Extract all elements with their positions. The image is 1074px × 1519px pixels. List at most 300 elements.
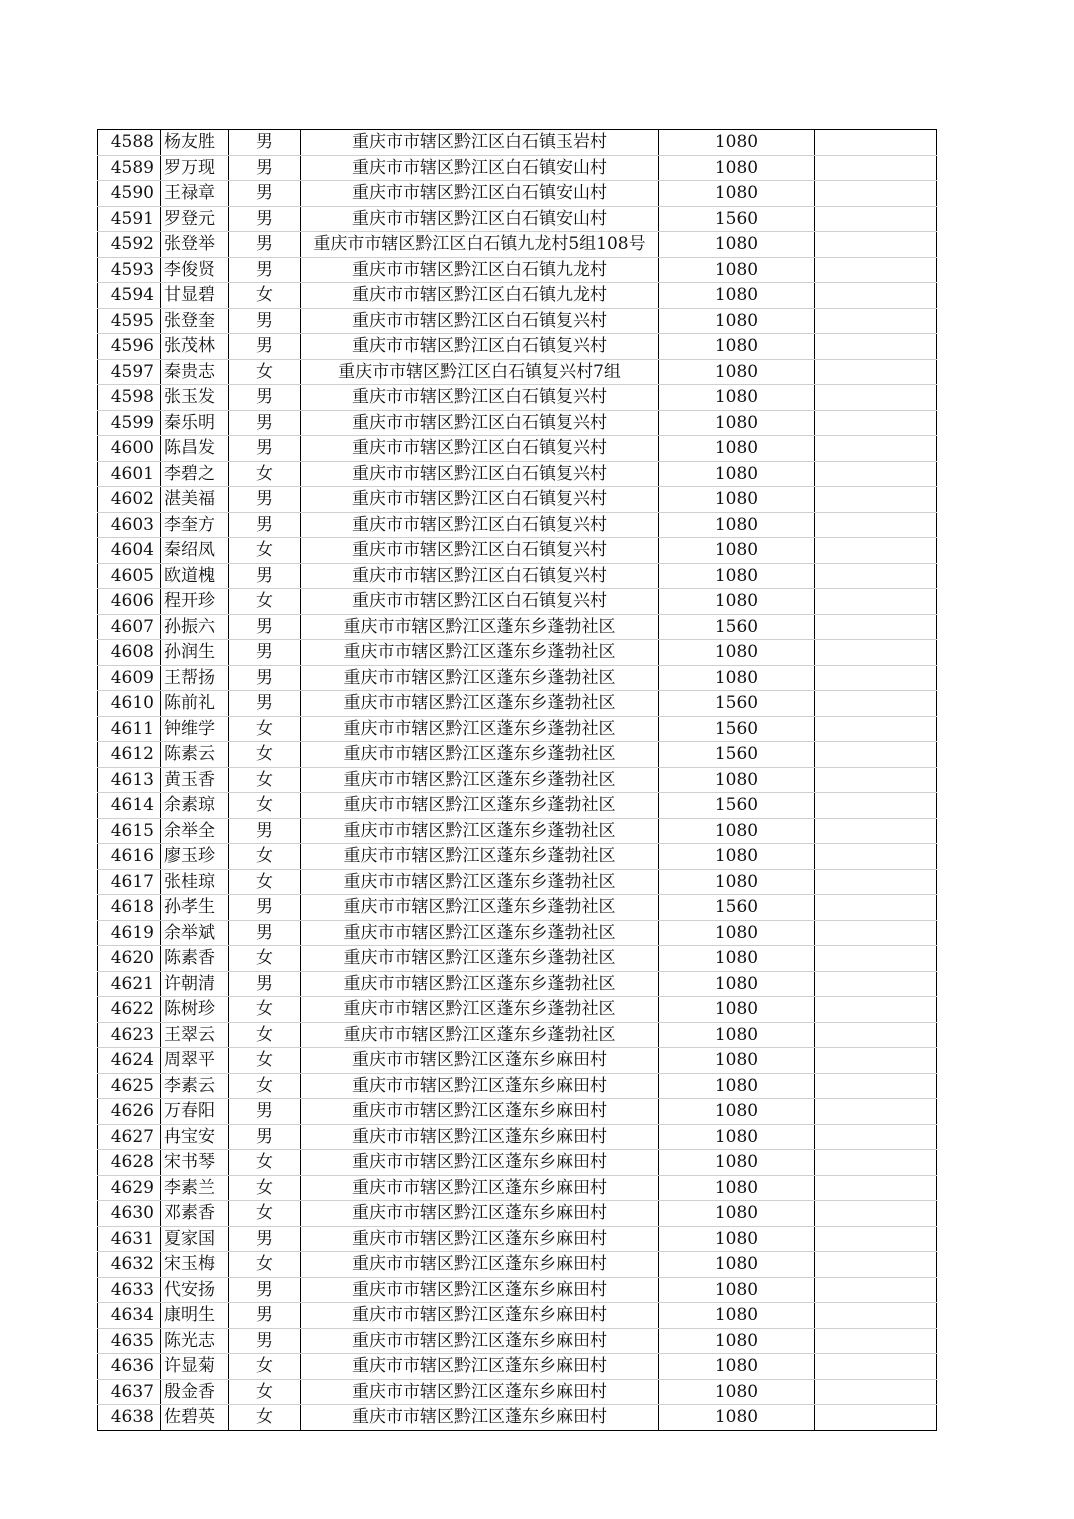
row-id-cell: 4622 — [98, 997, 161, 1023]
amount-cell: 1080 — [659, 155, 815, 181]
amount-cell: 1560 — [659, 716, 815, 742]
note-cell — [815, 844, 937, 870]
gender-cell: 男 — [229, 563, 301, 589]
table-row — [98, 1175, 937, 1201]
note-cell — [815, 1022, 937, 1048]
amount-cell: 1080 — [659, 1303, 815, 1329]
gender-cell: 男 — [229, 181, 301, 207]
gender-cell: 女 — [229, 793, 301, 819]
note-cell — [815, 283, 937, 309]
amount-cell: 1560 — [659, 614, 815, 640]
gender-cell: 男 — [229, 308, 301, 334]
table-row — [98, 155, 937, 181]
name-cell: 李俊贤 — [161, 257, 229, 283]
table-row — [98, 665, 937, 691]
name-cell: 余举斌 — [161, 920, 229, 946]
name-cell: 余素琼 — [161, 793, 229, 819]
row-id-cell: 4604 — [98, 538, 161, 564]
table-body — [98, 130, 937, 1431]
note-cell — [815, 257, 937, 283]
note-cell — [815, 436, 937, 462]
amount-cell: 1080 — [659, 589, 815, 615]
row-id-cell: 4620 — [98, 946, 161, 972]
amount-cell: 1080 — [659, 818, 815, 844]
row-id-cell: 4596 — [98, 334, 161, 360]
note-cell — [815, 895, 937, 921]
table-row — [98, 512, 937, 538]
name-cell: 王禄章 — [161, 181, 229, 207]
gender-cell: 女 — [229, 589, 301, 615]
amount-cell: 1080 — [659, 538, 815, 564]
table-row — [98, 869, 937, 895]
address-cell: 重庆市市辖区黔江区蓬东乡蓬勃社区 — [301, 844, 659, 870]
gender-cell: 男 — [229, 512, 301, 538]
table-row — [98, 1379, 937, 1405]
name-cell: 冉宝安 — [161, 1124, 229, 1150]
row-id-cell: 4628 — [98, 1150, 161, 1176]
table-row — [98, 436, 937, 462]
amount-cell: 1080 — [659, 1252, 815, 1278]
row-id-cell: 4600 — [98, 436, 161, 462]
gender-cell: 男 — [229, 1124, 301, 1150]
amount-cell: 1080 — [659, 283, 815, 309]
name-cell: 孙孝生 — [161, 895, 229, 921]
gender-cell: 女 — [229, 1073, 301, 1099]
note-cell — [815, 1277, 937, 1303]
amount-cell: 1080 — [659, 487, 815, 513]
table-row — [98, 691, 937, 717]
amount-cell: 1080 — [659, 1201, 815, 1227]
table-row — [98, 716, 937, 742]
name-cell: 张桂琼 — [161, 869, 229, 895]
table-row — [98, 1303, 937, 1329]
gender-cell: 女 — [229, 1379, 301, 1405]
gender-cell: 男 — [229, 818, 301, 844]
table-row — [98, 1022, 937, 1048]
gender-cell: 男 — [229, 1226, 301, 1252]
address-cell: 重庆市市辖区黔江区白石镇复兴村 — [301, 487, 659, 513]
address-cell: 重庆市市辖区黔江区蓬东乡蓬勃社区 — [301, 869, 659, 895]
address-cell: 重庆市市辖区黔江区蓬东乡蓬勃社区 — [301, 920, 659, 946]
address-cell: 重庆市市辖区黔江区白石镇复兴村 — [301, 589, 659, 615]
note-cell — [815, 1099, 937, 1125]
note-cell — [815, 359, 937, 385]
amount-cell: 1080 — [659, 130, 815, 156]
note-cell — [815, 1303, 937, 1329]
gender-cell: 男 — [229, 385, 301, 411]
address-cell: 重庆市市辖区黔江区蓬东乡蓬勃社区 — [301, 1022, 659, 1048]
gender-cell: 男 — [229, 206, 301, 232]
name-cell: 李素兰 — [161, 1175, 229, 1201]
amount-cell: 1080 — [659, 1277, 815, 1303]
gender-cell: 男 — [229, 665, 301, 691]
table-row — [98, 1124, 937, 1150]
row-id-cell: 4609 — [98, 665, 161, 691]
row-id-cell: 4588 — [98, 130, 161, 156]
row-id-cell: 4625 — [98, 1073, 161, 1099]
name-cell: 孙润生 — [161, 640, 229, 666]
table-row — [98, 589, 937, 615]
address-cell: 重庆市市辖区黔江区白石镇复兴村 — [301, 436, 659, 462]
name-cell: 陈素云 — [161, 742, 229, 768]
note-cell — [815, 1124, 937, 1150]
note-cell — [815, 512, 937, 538]
address-cell: 重庆市市辖区黔江区白石镇九龙村 — [301, 283, 659, 309]
gender-cell: 女 — [229, 1175, 301, 1201]
amount-cell: 1560 — [659, 742, 815, 768]
amount-cell: 1080 — [659, 334, 815, 360]
amount-cell: 1080 — [659, 640, 815, 666]
name-cell: 秦绍凤 — [161, 538, 229, 564]
note-cell — [815, 308, 937, 334]
name-cell: 余举全 — [161, 818, 229, 844]
table-row — [98, 895, 937, 921]
address-cell: 重庆市市辖区黔江区蓬东乡麻田村 — [301, 1124, 659, 1150]
gender-cell: 男 — [229, 130, 301, 156]
amount-cell: 1560 — [659, 206, 815, 232]
row-id-cell: 4629 — [98, 1175, 161, 1201]
table-row — [98, 308, 937, 334]
address-cell: 重庆市市辖区黔江区蓬东乡麻田村 — [301, 1226, 659, 1252]
table-row — [98, 181, 937, 207]
gender-cell: 男 — [229, 155, 301, 181]
table-row — [98, 1354, 937, 1380]
amount-cell: 1080 — [659, 232, 815, 258]
table-row — [98, 614, 937, 640]
table-row — [98, 997, 937, 1023]
row-id-cell: 4601 — [98, 461, 161, 487]
table-row — [98, 793, 937, 819]
gender-cell: 男 — [229, 1328, 301, 1354]
gender-cell: 男 — [229, 1303, 301, 1329]
note-cell — [815, 971, 937, 997]
name-cell: 秦贵志 — [161, 359, 229, 385]
data-table — [97, 129, 937, 1431]
table-row — [98, 1277, 937, 1303]
gender-cell: 男 — [229, 971, 301, 997]
address-cell: 重庆市市辖区黔江区蓬东乡麻田村 — [301, 1150, 659, 1176]
amount-cell: 1560 — [659, 793, 815, 819]
table-row — [98, 971, 937, 997]
row-id-cell: 4606 — [98, 589, 161, 615]
note-cell — [815, 1328, 937, 1354]
note-cell — [815, 920, 937, 946]
table-row — [98, 232, 937, 258]
address-cell: 重庆市市辖区黔江区蓬东乡麻田村 — [301, 1405, 659, 1431]
table-row — [98, 1252, 937, 1278]
amount-cell: 1080 — [659, 563, 815, 589]
row-id-cell: 4623 — [98, 1022, 161, 1048]
address-cell: 重庆市市辖区黔江区蓬东乡蓬勃社区 — [301, 895, 659, 921]
note-cell — [815, 461, 937, 487]
row-id-cell: 4621 — [98, 971, 161, 997]
note-cell — [815, 640, 937, 666]
name-cell: 陈昌发 — [161, 436, 229, 462]
name-cell: 罗万现 — [161, 155, 229, 181]
note-cell — [815, 869, 937, 895]
name-cell: 陈素香 — [161, 946, 229, 972]
address-cell: 重庆市市辖区黔江区蓬东乡蓬勃社区 — [301, 767, 659, 793]
address-cell: 重庆市市辖区黔江区白石镇复兴村 — [301, 538, 659, 564]
gender-cell: 女 — [229, 1354, 301, 1380]
gender-cell: 女 — [229, 461, 301, 487]
gender-cell: 男 — [229, 1277, 301, 1303]
name-cell: 湛美福 — [161, 487, 229, 513]
name-cell: 许显菊 — [161, 1354, 229, 1380]
gender-cell: 男 — [229, 334, 301, 360]
gender-cell: 男 — [229, 895, 301, 921]
name-cell: 陈树珍 — [161, 997, 229, 1023]
note-cell — [815, 487, 937, 513]
name-cell: 程开珍 — [161, 589, 229, 615]
gender-cell: 女 — [229, 1405, 301, 1431]
note-cell — [815, 1150, 937, 1176]
address-cell: 重庆市市辖区黔江区蓬东乡麻田村 — [301, 1175, 659, 1201]
address-cell: 重庆市市辖区黔江区蓬东乡麻田村 — [301, 1073, 659, 1099]
row-id-cell: 4627 — [98, 1124, 161, 1150]
table-row — [98, 334, 937, 360]
address-cell: 重庆市市辖区黔江区蓬东乡蓬勃社区 — [301, 997, 659, 1023]
note-cell — [815, 691, 937, 717]
row-id-cell: 4602 — [98, 487, 161, 513]
gender-cell: 女 — [229, 1201, 301, 1227]
table-row — [98, 1048, 937, 1074]
address-cell: 重庆市市辖区黔江区白石镇复兴村 — [301, 512, 659, 538]
address-cell: 重庆市市辖区黔江区蓬东乡麻田村 — [301, 1099, 659, 1125]
address-cell: 重庆市市辖区黔江区蓬东乡麻田村 — [301, 1354, 659, 1380]
amount-cell: 1080 — [659, 385, 815, 411]
row-id-cell: 4607 — [98, 614, 161, 640]
amount-cell: 1080 — [659, 410, 815, 436]
note-cell — [815, 334, 937, 360]
table-row — [98, 538, 937, 564]
note-cell — [815, 665, 937, 691]
amount-cell: 1080 — [659, 1354, 815, 1380]
gender-cell: 男 — [229, 920, 301, 946]
address-cell: 重庆市市辖区黔江区白石镇玉岩村 — [301, 130, 659, 156]
gender-cell: 女 — [229, 946, 301, 972]
amount-cell: 1080 — [659, 1405, 815, 1431]
row-id-cell: 4594 — [98, 283, 161, 309]
gender-cell: 男 — [229, 232, 301, 258]
amount-cell: 1080 — [659, 971, 815, 997]
table-row — [98, 818, 937, 844]
amount-cell: 1080 — [659, 946, 815, 972]
gender-cell: 女 — [229, 538, 301, 564]
amount-cell: 1080 — [659, 257, 815, 283]
name-cell: 杨友胜 — [161, 130, 229, 156]
gender-cell: 女 — [229, 283, 301, 309]
amount-cell: 1080 — [659, 1048, 815, 1074]
row-id-cell: 4593 — [98, 257, 161, 283]
name-cell: 陈光志 — [161, 1328, 229, 1354]
amount-cell: 1560 — [659, 691, 815, 717]
note-cell — [815, 1048, 937, 1074]
row-id-cell: 4636 — [98, 1354, 161, 1380]
row-id-cell: 4599 — [98, 410, 161, 436]
address-cell: 重庆市市辖区黔江区蓬东乡麻田村 — [301, 1303, 659, 1329]
gender-cell: 女 — [229, 359, 301, 385]
note-cell — [815, 385, 937, 411]
amount-cell: 1080 — [659, 1328, 815, 1354]
gender-cell: 女 — [229, 869, 301, 895]
note-cell — [815, 155, 937, 181]
row-id-cell: 4597 — [98, 359, 161, 385]
amount-cell: 1080 — [659, 1073, 815, 1099]
row-id-cell: 4616 — [98, 844, 161, 870]
note-cell — [815, 130, 937, 156]
note-cell — [815, 1073, 937, 1099]
row-id-cell: 4618 — [98, 895, 161, 921]
name-cell: 张登举 — [161, 232, 229, 258]
table-row — [98, 359, 937, 385]
gender-cell: 男 — [229, 614, 301, 640]
table-row — [98, 767, 937, 793]
name-cell: 王帮扬 — [161, 665, 229, 691]
table-row — [98, 257, 937, 283]
table-row — [98, 283, 937, 309]
note-cell — [815, 538, 937, 564]
row-id-cell: 4592 — [98, 232, 161, 258]
note-cell — [815, 232, 937, 258]
row-id-cell: 4619 — [98, 920, 161, 946]
note-cell — [815, 1354, 937, 1380]
gender-cell: 女 — [229, 1022, 301, 1048]
table-row — [98, 1328, 937, 1354]
note-cell — [815, 793, 937, 819]
row-id-cell: 4595 — [98, 308, 161, 334]
address-cell: 重庆市市辖区黔江区白石镇安山村 — [301, 181, 659, 207]
name-cell: 张登奎 — [161, 308, 229, 334]
table-row — [98, 1150, 937, 1176]
row-id-cell: 4614 — [98, 793, 161, 819]
name-cell: 许朝清 — [161, 971, 229, 997]
address-cell: 重庆市市辖区黔江区白石镇复兴村7组 — [301, 359, 659, 385]
address-cell: 重庆市市辖区黔江区蓬东乡麻田村 — [301, 1048, 659, 1074]
amount-cell: 1080 — [659, 359, 815, 385]
row-id-cell: 4617 — [98, 869, 161, 895]
gender-cell: 女 — [229, 716, 301, 742]
name-cell: 钟维学 — [161, 716, 229, 742]
amount-cell: 1080 — [659, 997, 815, 1023]
row-id-cell: 4626 — [98, 1099, 161, 1125]
gender-cell: 男 — [229, 410, 301, 436]
amount-cell: 1080 — [659, 1022, 815, 1048]
note-cell — [815, 589, 937, 615]
row-id-cell: 4632 — [98, 1252, 161, 1278]
table-row — [98, 640, 937, 666]
name-cell: 孙振六 — [161, 614, 229, 640]
name-cell: 宋书琴 — [161, 1150, 229, 1176]
address-cell: 重庆市市辖区黔江区白石镇复兴村 — [301, 385, 659, 411]
gender-cell: 女 — [229, 997, 301, 1023]
address-cell: 重庆市市辖区黔江区蓬东乡蓬勃社区 — [301, 793, 659, 819]
amount-cell: 1080 — [659, 308, 815, 334]
name-cell: 陈前礼 — [161, 691, 229, 717]
amount-cell: 1080 — [659, 436, 815, 462]
note-cell — [815, 206, 937, 232]
table-row — [98, 487, 937, 513]
amount-cell: 1080 — [659, 1379, 815, 1405]
address-cell: 重庆市市辖区黔江区蓬东乡麻田村 — [301, 1277, 659, 1303]
table-row — [98, 1226, 937, 1252]
address-cell: 重庆市市辖区黔江区白石镇九龙村5组108号 — [301, 232, 659, 258]
gender-cell: 男 — [229, 436, 301, 462]
address-cell: 重庆市市辖区黔江区蓬东乡蓬勃社区 — [301, 691, 659, 717]
amount-cell: 1080 — [659, 181, 815, 207]
note-cell — [815, 716, 937, 742]
table-row — [98, 461, 937, 487]
name-cell: 李奎方 — [161, 512, 229, 538]
address-cell: 重庆市市辖区黔江区白石镇复兴村 — [301, 410, 659, 436]
name-cell: 李碧之 — [161, 461, 229, 487]
address-cell: 重庆市市辖区黔江区白石镇安山村 — [301, 206, 659, 232]
table-row — [98, 1405, 937, 1431]
row-id-cell: 4598 — [98, 385, 161, 411]
name-cell: 殷金香 — [161, 1379, 229, 1405]
note-cell — [815, 1201, 937, 1227]
amount-cell: 1080 — [659, 1150, 815, 1176]
note-cell — [815, 1226, 937, 1252]
gender-cell: 女 — [229, 742, 301, 768]
row-id-cell: 4605 — [98, 563, 161, 589]
address-cell: 重庆市市辖区黔江区蓬东乡蓬勃社区 — [301, 665, 659, 691]
amount-cell: 1080 — [659, 512, 815, 538]
address-cell: 重庆市市辖区黔江区白石镇安山村 — [301, 155, 659, 181]
table-row — [98, 844, 937, 870]
name-cell: 张玉发 — [161, 385, 229, 411]
amount-cell: 1080 — [659, 461, 815, 487]
amount-cell: 1080 — [659, 920, 815, 946]
amount-cell: 1080 — [659, 767, 815, 793]
gender-cell: 男 — [229, 691, 301, 717]
table-row — [98, 206, 937, 232]
row-id-cell: 4612 — [98, 742, 161, 768]
address-cell: 重庆市市辖区黔江区蓬东乡麻田村 — [301, 1201, 659, 1227]
gender-cell: 男 — [229, 257, 301, 283]
row-id-cell: 4603 — [98, 512, 161, 538]
name-cell: 宋玉梅 — [161, 1252, 229, 1278]
name-cell: 黄玉香 — [161, 767, 229, 793]
name-cell: 康明生 — [161, 1303, 229, 1329]
note-cell — [815, 181, 937, 207]
name-cell: 罗登元 — [161, 206, 229, 232]
note-cell — [815, 1252, 937, 1278]
address-cell: 重庆市市辖区黔江区白石镇九龙村 — [301, 257, 659, 283]
row-id-cell: 4613 — [98, 767, 161, 793]
gender-cell: 男 — [229, 1099, 301, 1125]
address-cell: 重庆市市辖区黔江区白石镇复兴村 — [301, 308, 659, 334]
note-cell — [815, 563, 937, 589]
table-row — [98, 946, 937, 972]
amount-cell: 1080 — [659, 1099, 815, 1125]
gender-cell: 男 — [229, 487, 301, 513]
address-cell: 重庆市市辖区黔江区蓬东乡蓬勃社区 — [301, 614, 659, 640]
amount-cell: 1080 — [659, 869, 815, 895]
address-cell: 重庆市市辖区黔江区蓬东乡蓬勃社区 — [301, 640, 659, 666]
note-cell — [815, 946, 937, 972]
gender-cell: 女 — [229, 1150, 301, 1176]
row-id-cell: 4615 — [98, 818, 161, 844]
name-cell: 周翠平 — [161, 1048, 229, 1074]
name-cell: 甘显碧 — [161, 283, 229, 309]
gender-cell: 男 — [229, 640, 301, 666]
gender-cell: 女 — [229, 767, 301, 793]
amount-cell: 1080 — [659, 665, 815, 691]
name-cell: 代安扬 — [161, 1277, 229, 1303]
amount-cell: 1080 — [659, 1124, 815, 1150]
address-cell: 重庆市市辖区黔江区蓬东乡蓬勃社区 — [301, 946, 659, 972]
